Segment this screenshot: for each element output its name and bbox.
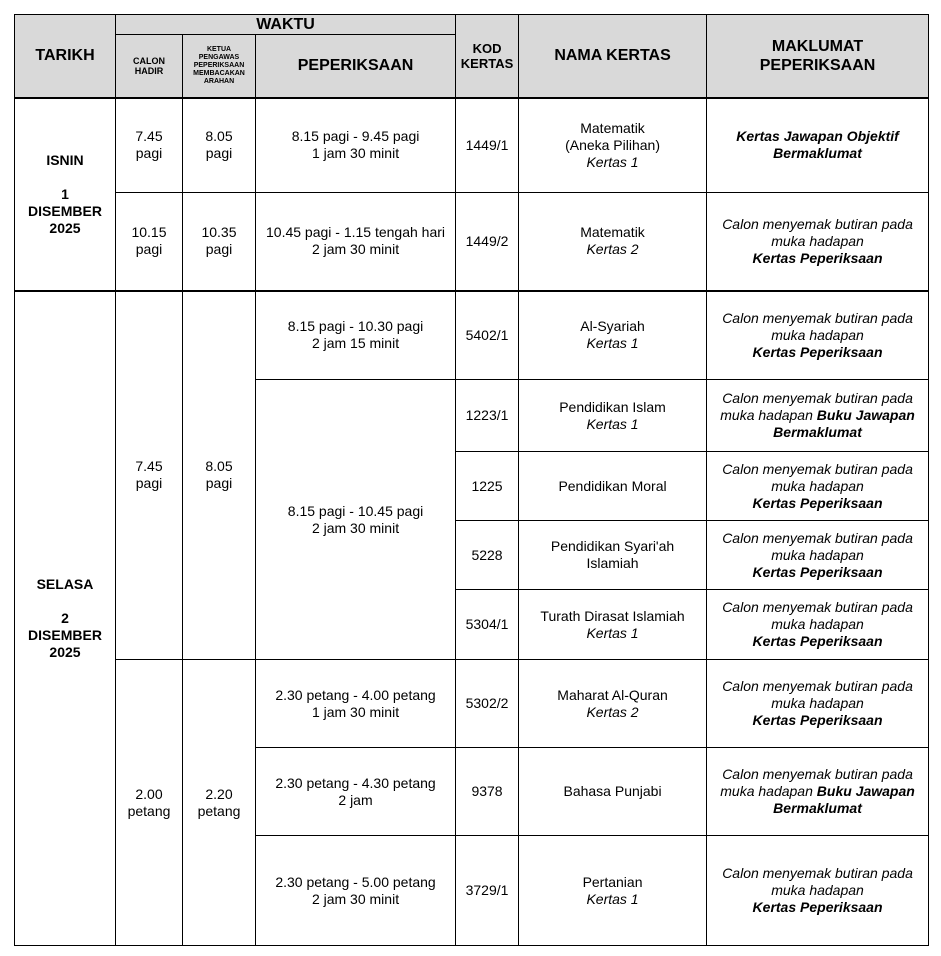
paper-code: 5228 [456,521,519,590]
paper-code: 5302/2 [456,660,519,748]
exam-info: Calon menyemak butiran pada muka hadapan Kertas Peperiksaan [707,452,929,521]
exam-session-time: 2.30 petang - 4.00 petang 1 jam 30 minit [256,660,456,748]
calon-hadir-time: 7.45 pagi [116,291,183,660]
exam-session-time: 2.30 petang - 4.30 petang 2 jam [256,748,456,836]
header-maklumat: MAKLUMAT PEPERIKSAAN [707,15,929,98]
table-row [15,660,929,748]
exam-info: Calon menyemak butiran pada muka hadapan Kertas Peperiksaan [707,193,929,291]
paper-code: 9378 [456,748,519,836]
paper-code: 1449/1 [456,98,519,193]
ketua-arahan-time: 8.05 pagi [183,98,256,193]
exam-info: Calon menyemak butiran pada muka hadapan Kertas Peperiksaan [707,291,929,380]
date-cell-isnin: ISNIN 1 DISEMBER 2025 [15,98,116,291]
ketua-arahan-time: 10.35 pagi [183,193,256,291]
header-peperiksaan: PEPERIKSAAN [256,35,456,98]
paper-name: Al-Syariah Kertas 1 [519,291,707,380]
exam-session-time: 8.15 pagi - 9.45 pagi 1 jam 30 minit [256,98,456,193]
header-kod-kertas: KOD KERTAS [456,15,519,98]
paper-code: 1449/2 [456,193,519,291]
exam-info: Calon menyemak butiran pada muka hadapan Kertas Peperiksaan [707,836,929,946]
paper-name: Pendidikan Syari'ah Islamiah [519,521,707,590]
exam-session-time: 8.15 pagi - 10.30 pagi 2 jam 15 minit [256,291,456,380]
exam-schedule-table [14,14,929,946]
header-calon-hadir: CALON HADIR [116,35,183,98]
date-cell-selasa: SELASA 2 DISEMBER 2025 [15,291,116,946]
exam-info: Calon menyemak butiran pada muka hadapan Kertas Peperiksaan [707,660,929,748]
paper-code: 5304/1 [456,590,519,660]
paper-name: Maharat Al-Quran Kertas 2 [519,660,707,748]
paper-code: 1223/1 [456,380,519,452]
ketua-arahan-time: 8.05 pagi [183,291,256,660]
calon-hadir-time: 7.45 pagi [116,98,183,193]
header-nama-kertas: NAMA KERTAS [519,15,707,98]
paper-name: Matematik (Aneka Pilihan) Kertas 1 [519,98,707,193]
exam-info: Calon menyemak butiran pada muka hadapan Kertas Peperiksaan [707,590,929,660]
paper-name: Pertanian Kertas 1 [519,836,707,946]
table-row [15,291,929,380]
ketua-arahan-time: 2.20 petang [183,660,256,946]
exam-info: Calon menyemak butiran pada muka hadapan Buku Jawapan Bermaklumat [707,748,929,836]
exam-info: Calon menyemak butiran pada muka hadapan Buku Jawapan Bermaklumat [707,380,929,452]
paper-name: Pendidikan Islam Kertas 1 [519,380,707,452]
exam-info: Calon menyemak butiran pada muka hadapan Kertas Peperiksaan [707,521,929,590]
exam-session-time: 10.45 pagi - 1.15 tengah hari 2 jam 30 minit [256,193,456,291]
table-row [15,98,929,193]
paper-code: 1225 [456,452,519,521]
paper-code: 5402/1 [456,291,519,380]
paper-name: Pendidikan Moral [519,452,707,521]
exam-info: Kertas Jawapan Objektif Bermaklumat [707,98,929,193]
paper-name: Matematik Kertas 2 [519,193,707,291]
calon-hadir-time: 2.00 petang [116,660,183,946]
paper-name: Bahasa Punjabi [519,748,707,836]
paper-name: Turath Dirasat Islamiah Kertas 1 [519,590,707,660]
exam-session-time: 8.15 pagi - 10.45 pagi 2 jam 30 minit [256,380,456,660]
header-ketua-pengawas: KETUA PENGAWAS PEPERIKSAAN MEMBACAKAN ARAHAN [183,35,256,98]
header-tarikh: TARIKH [15,15,116,98]
exam-session-time: 2.30 petang - 5.00 petang 2 jam 30 minit [256,836,456,946]
calon-hadir-time: 10.15 pagi [116,193,183,291]
paper-code: 3729/1 [456,836,519,946]
table-row [15,193,929,291]
header-waktu: WAKTU [116,15,456,35]
